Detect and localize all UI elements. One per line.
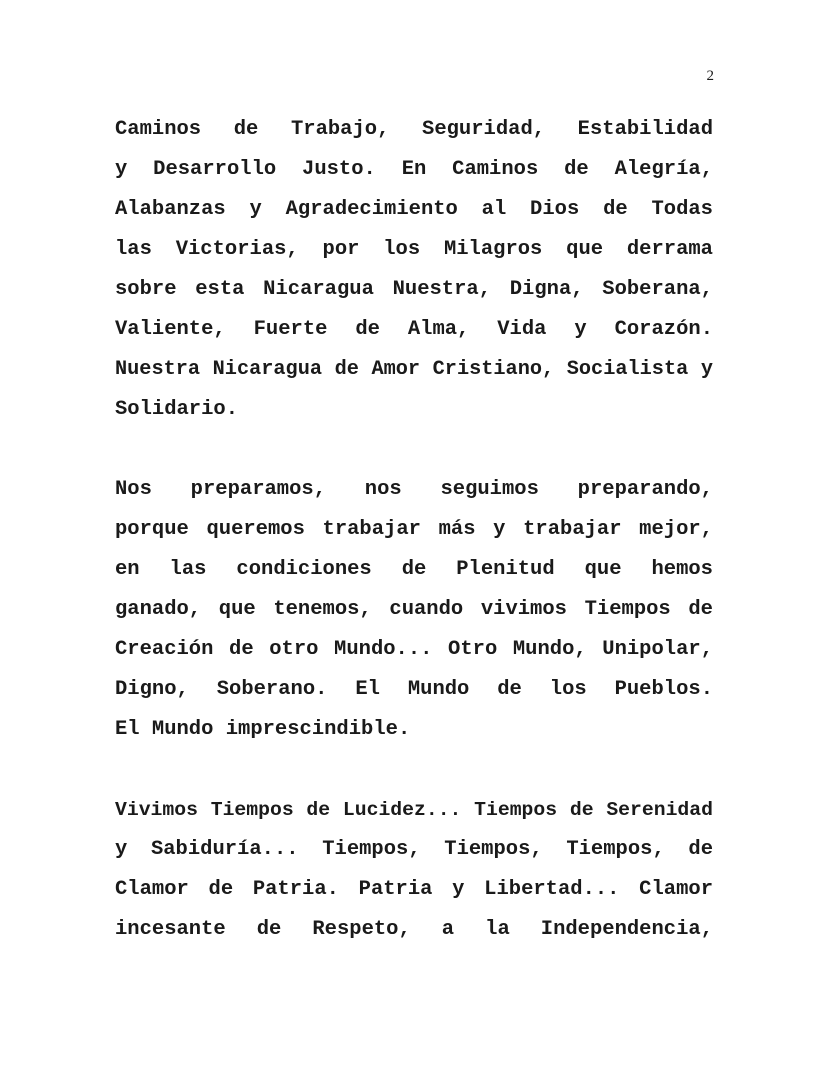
paragraph-3 [115,790,713,950]
text-line: El Mundo imprescindible. [115,718,411,741]
text-line: en las condiciones de Plenitud que hemos [115,558,713,581]
text-line: Caminos de Trabajo, Seguridad, Estabilidad [115,118,713,141]
document-body [115,110,713,990]
text-line: porque queremos trabajar más y trabajar mejor, [115,518,713,541]
text-line: sobre esta Nicaragua Nuestra, Digna, Soberana, [115,278,713,301]
page-number: 2 [706,68,714,84]
paragraph-1 [115,110,713,430]
text-line: Vivimos Tiempos de Lucidez... Tiempos de Serenidad [115,799,713,821]
text-line: Nos preparamos, nos seguimos preparando, [115,478,713,501]
text-line: Valiente, Fuerte de Alma, Vida y Corazón. [115,318,713,341]
text-line: y Sabiduría... Tiempos, Tiempos, Tiempos, de [115,838,713,861]
text-line: y Desarrollo Justo. En Caminos de Alegría, [115,158,713,181]
text-line: ganado, que tenemos, cuando vivimos Tiempos de [115,598,713,621]
text-line: Digno, Soberano. El Mundo de los Pueblos. [115,678,713,701]
text-line: Alabanzas y Agradecimiento al Dios de Todas [115,198,713,221]
text-line: las Victorias, por los Milagros que derrama [115,238,713,261]
text-line: Clamor de Patria. Patria y Libertad... Clamor [115,878,713,901]
text-line: Nuestra Nicaragua de Amor Cristiano, Socialista y [115,358,713,381]
text-line: Solidario. [115,398,239,421]
text-line: Creación de otro Mundo... Otro Mundo, Unipolar, [115,638,713,661]
paragraph-2 [115,470,713,750]
text-line: incesante de Respeto, a la Independencia, [115,918,713,941]
